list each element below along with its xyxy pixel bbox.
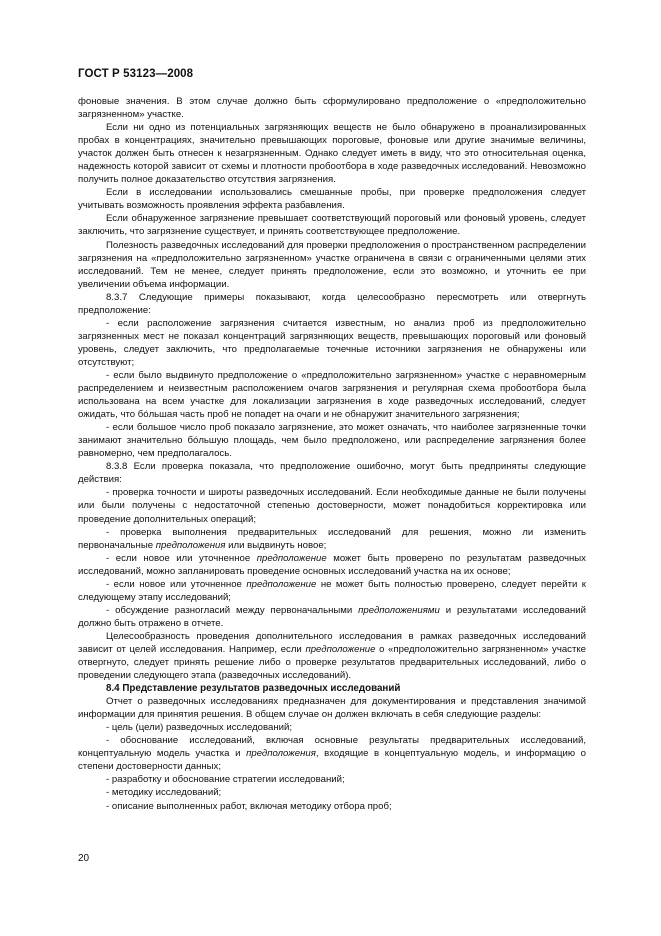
paragraph: Если обнаруженное загрязнение превышает соответствующий пороговый или фоновый уровень, следует заключить, что загрязнение существует, и принять соответствующее предположение. [78,213,586,238]
text-segment: - если новое или уточненное [106,578,247,590]
paragraph: Полезность разведочных исследований для проверки предположения о пространственном распределении загрязнения на «предположительно загрязненном» участке ограничена в связи с ограниченными целями этих исследований. Тем не менее, следует принять предположение, если это возможно, и уточнить ее при увеличении объема информации. [78,239,586,290]
document-header: ГОСТ Р 53123—2008 [78,68,194,80]
list-item: - разработку и обоснование стратегии исследований; [106,774,345,786]
clause-8-3-7: 8.3.7 Следующие примеры показывают, когда целесообразно пересмотреть или отвергнуть предположение: [78,291,586,316]
list-item [78,578,586,604]
text-segment: - если новое или уточненное [106,552,257,564]
list-item [78,526,586,552]
paragraph [78,630,586,682]
italic-term: предположение [246,578,317,590]
italic-term: предположение [305,643,376,655]
list-item: - описание выполненных работ, включая методику отбора проб; [106,800,392,812]
list-item: - если большое число проб показало загрязнение, это может означать, что наиболее загрязненные точки занимают значительно бóльшую площадь, чем было предположено, или распределение загрязнения более равномерно, чем предполагалось. [78,422,586,460]
text-segment: не может быть полностью проверено, следует перейти к следующему этапу исследований; [78,578,586,603]
clause-8-3-8: 8.3.8 Если проверка показала, что предположение ошибочно, могут быть предприняты следующие действия: [78,461,586,486]
text-segment: и результатами исследований должно быть отражено в отчете. [78,604,586,629]
paragraph: Если в исследовании использовались смешанные пробы, при проверке предположения следует учитывать возможность проявления эффекта разбавления. [78,187,586,212]
paragraph: Если ни одно из потенциальных загрязняющих веществ не было обнаружено в проанализированных пробах в концентрациях, значительно превышающих пороговые, фоновые или другие значимые величины, участок должен быть отнесен к незагрязненным. Однако следует иметь в виду, что это относительная оценка, надежность которой зависит от схемы и плотности пробоотбора в ходе разведочных исследований. Невозможно получить полное доказательство отсутствия загрязнения. [78,122,586,186]
italic-term: предположения [155,539,226,551]
italic-term: предположение [256,552,327,564]
italic-term: предположения [246,748,316,760]
text-segment: или выдвинуть новое; [225,539,327,551]
list-item: - если расположение загрязнения считается известным, но анализ проб из предположительно загрязненных мест не показал концентраций загрязняющих веществ, превышающих пороговый или фоновый уровень, следует заключить, что предполагаемые точечные источники загрязнения не обнаружены или отсутствуют; [78,317,586,368]
text-segment: , входящие в концептуальную модель, и информацию о степени достоверности данных; [78,748,586,773]
text-segment: - обоснование исследований, включая основные результаты предварительных исследований, концептуальную модель участка и [78,735,586,760]
text-segment: - проверка выполнения предварительных исследований для решения, можно ли изменить первоначальные [78,526,586,551]
text-segment: может быть проверено по результатам разведочных исследований, можно запланировать проведение основных исследований участка на их основе; [78,552,586,577]
paragraph: Отчет о разведочных исследованиях предназначен для документирования и представления значимой информации для принятия решения. В общем случае он должен включать в себя следующие разделы: [78,696,586,721]
text-segment: Целесообразность проведения дополнительного исследования в рамках разведочных исследований зависит от целей исследования. Например, если [78,630,586,655]
list-item: - проверка точности и широты разведочных исследований. Если необходимые данные не были получены или были получены с недостаточной степенью достоверности, может понадобиться корректировка или проведение дополнительных операций; [78,487,586,525]
text-segment: - обсуждение разногласий между первоначальными [106,604,359,616]
list-item: - цель (цели) разведочных исследований; [106,722,293,734]
list-item: - методику исследований; [106,787,222,799]
document-body [78,95,586,813]
list-item: - если было выдвинуто предположение о «предположительно загрязненном» участке с неравномерным распределением и неизвестным расположением очагов загрязнения и регулярная схема пробоотбора была использована на всем участке для локализации загрязнения в ходе разведочных исследований, следует ожидать, что бóльшая часть проб не попадет на очаги и не обнаружит значительного загрязнения; [78,369,586,421]
italic-term: предположениями [358,604,440,616]
page-number: 20 [78,853,90,864]
section-heading-8-4: 8.4 Представление результатов разведочных исследований [106,683,401,695]
list-item [78,552,586,578]
list-item [78,734,586,773]
paragraph: фоновые значения. В этом случае должно быть сформулировано предположение о «предположительно загрязненном» участке. [78,96,586,121]
text-segment: о «предположительно загрязненном» участке отвергнуто, следует принять решение либо о проверке результатов предварительных исследований, либо о проведении следующего этапа (разведочных исследований). [78,643,586,682]
list-item [78,604,586,630]
